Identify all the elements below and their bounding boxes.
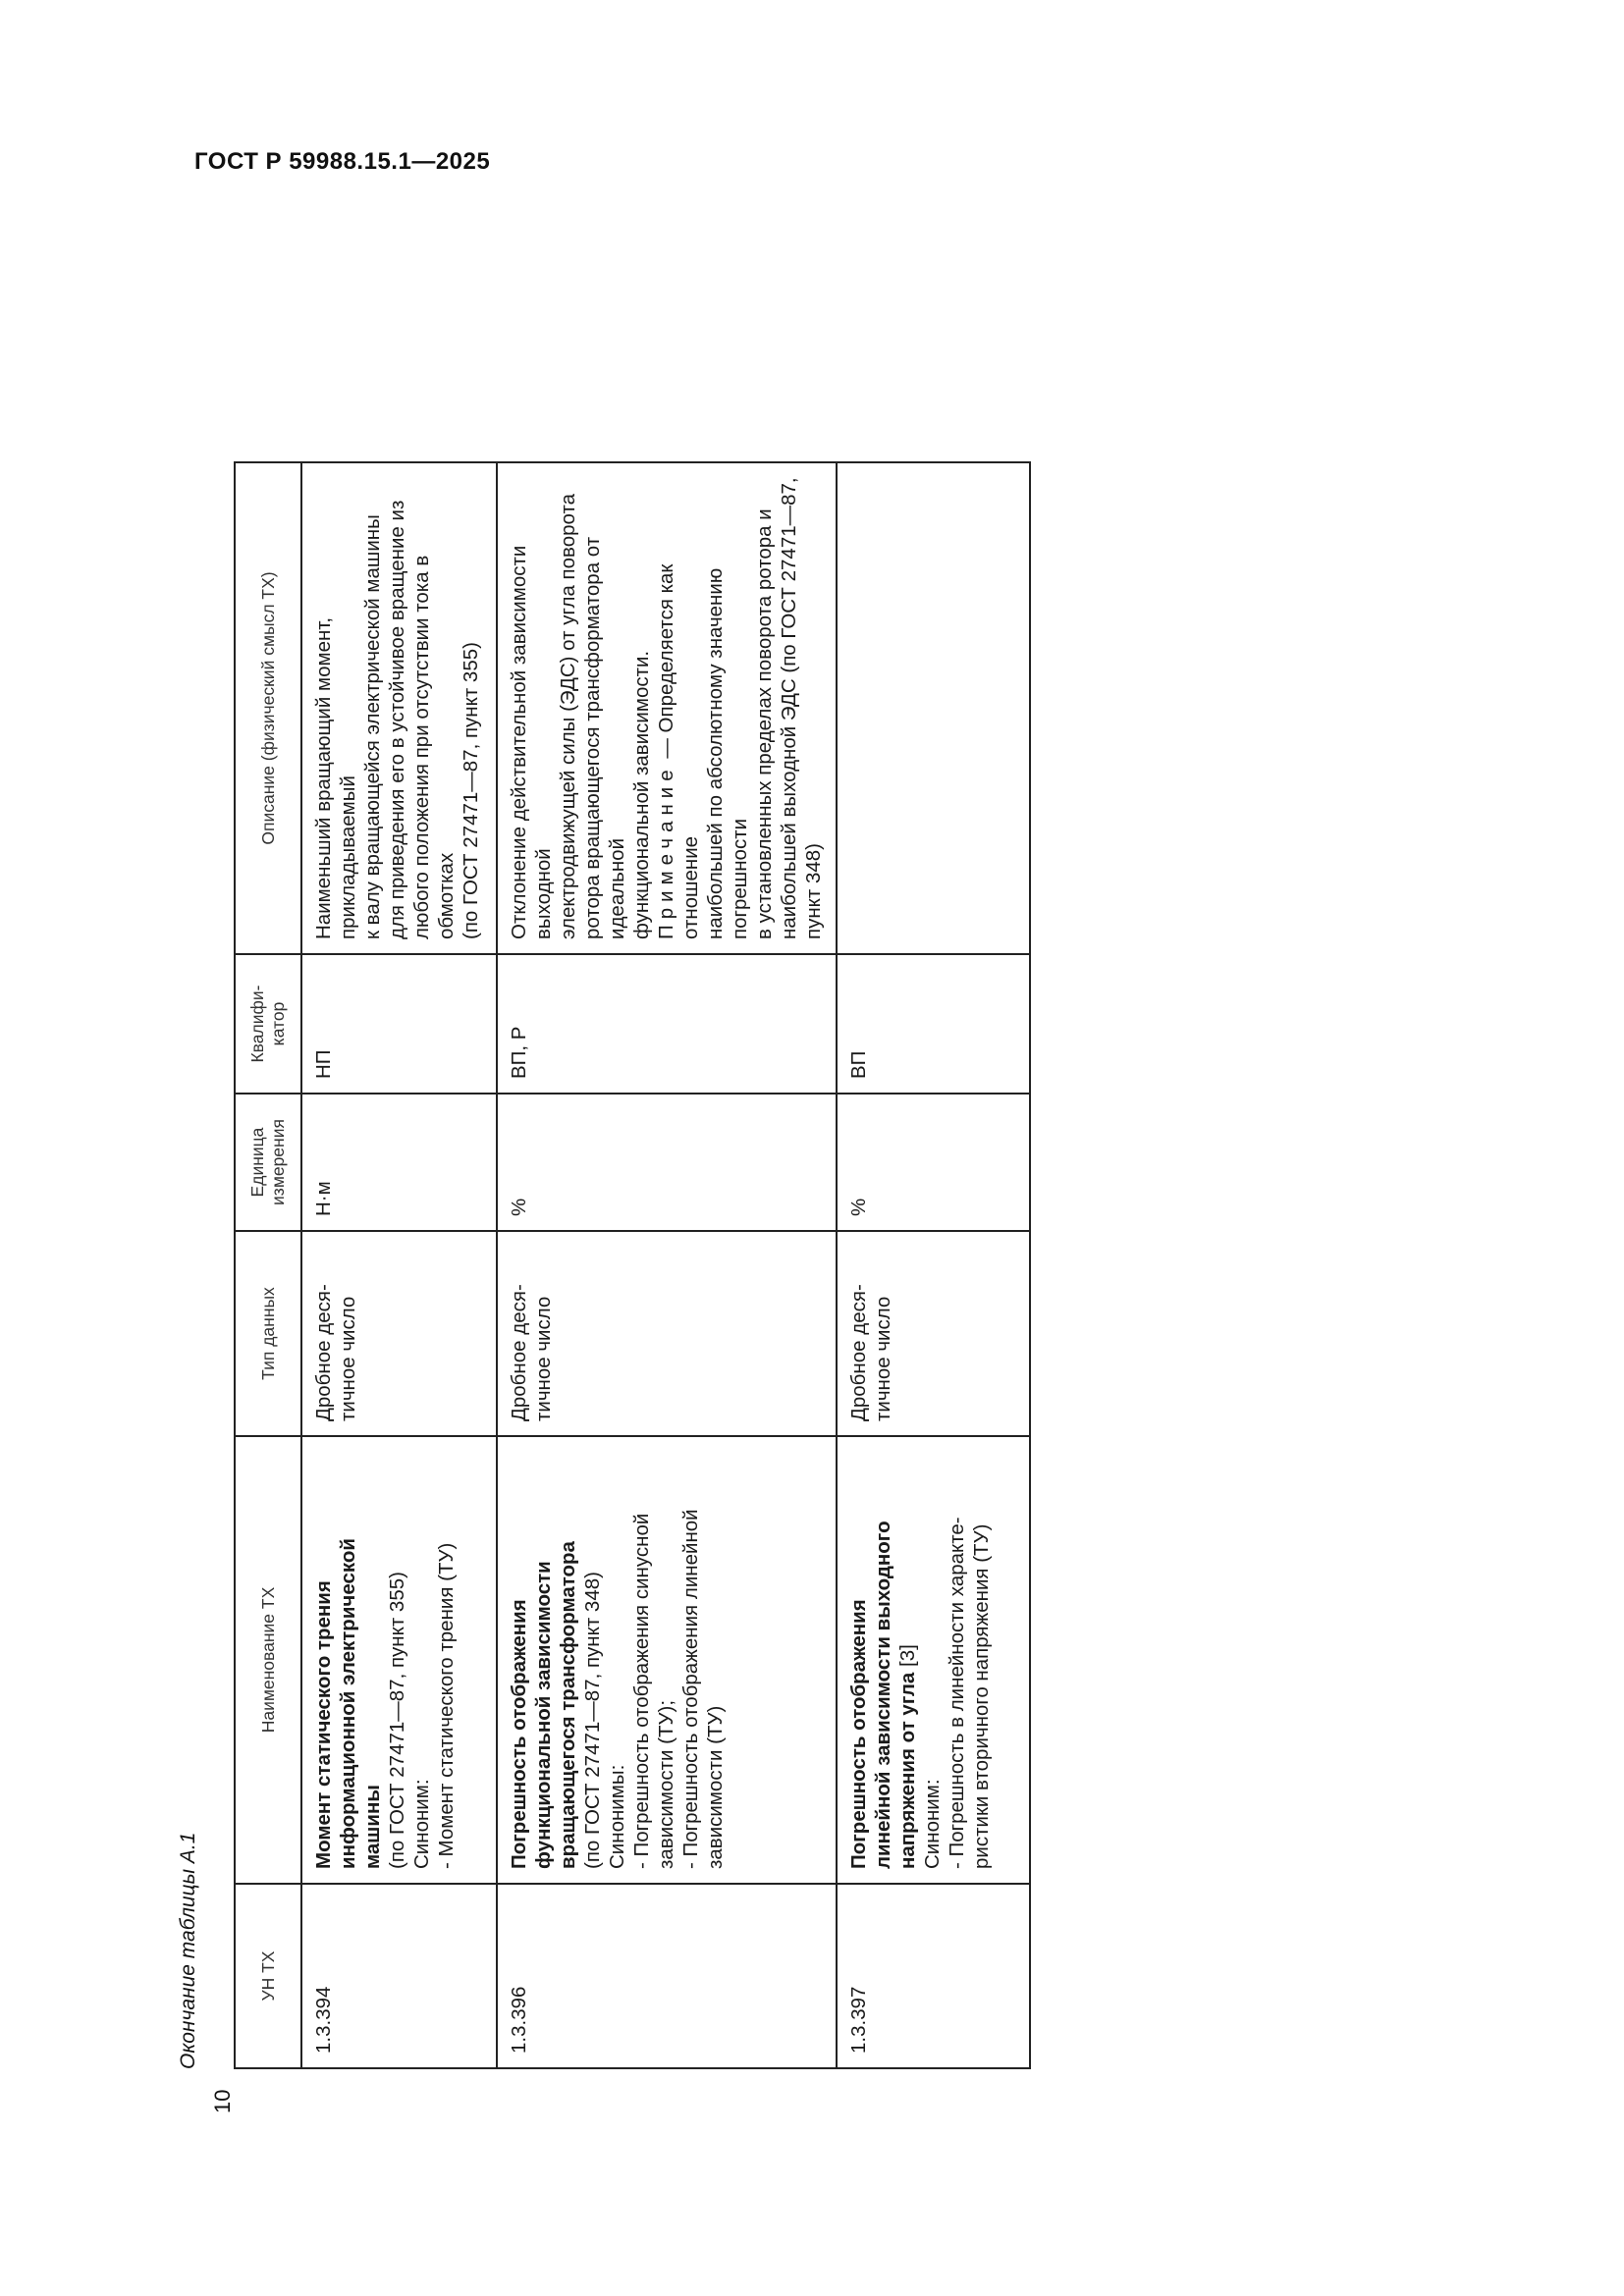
synonym-line: - Погрешность в линейности характе-: [946, 1517, 968, 1869]
cell-qualifier: НП: [301, 954, 497, 1094]
cell-unit: Н·м: [301, 1094, 497, 1231]
header-name: Наименование ТХ: [235, 1436, 301, 1884]
header-unit-line: Единица: [247, 1127, 267, 1198]
table-row: [837, 462, 1030, 2068]
type-line: Дробное деся-: [847, 1284, 870, 1421]
table-row: [497, 462, 837, 2068]
cell-type: [497, 1231, 837, 1436]
table-caption: Окончание таблицы А.1: [177, 1832, 199, 2069]
term-line: вращающегося трансформатора: [557, 1541, 579, 1869]
description-line: к валу вращающейся электрической машины: [361, 514, 384, 939]
term-line: Момент статического трения: [312, 1580, 335, 1869]
term-line: информационной электрической: [337, 1538, 359, 1869]
description-line: Отклонение действительной зависимости выходной: [508, 545, 555, 939]
cell-code: 1.3.397: [837, 1884, 1030, 2068]
synonym-line: ристики вторичного напряжения (ТУ): [970, 1523, 993, 1869]
description-line: (по ГОСТ 27471—87, пункт 355): [460, 642, 482, 939]
term-line: линейной зависимости выходного: [872, 1521, 894, 1869]
header-qualifier-line: Квалифи-: [247, 985, 267, 1063]
table-header-row: [235, 462, 301, 2068]
note-first-text: — Определяется как отношение: [655, 563, 702, 939]
type-line: Дробное деся-: [508, 1284, 530, 1421]
note-first-line: [654, 475, 703, 939]
description-line: для приведения его в устойчивое вращение из: [386, 500, 408, 939]
synonym-line: - Момент статического трения (ТУ): [435, 1542, 458, 1869]
cell-description: [837, 462, 1030, 954]
term-reference: [3]: [896, 1644, 919, 1673]
type-line: тичное число: [872, 1296, 894, 1421]
cell-code: 1.3.396: [497, 1884, 837, 2068]
header-type: Тип данных: [235, 1231, 301, 1436]
header-unit-line: измерения: [268, 1119, 288, 1205]
term-line: Погрешность отображения: [508, 1599, 530, 1869]
note-line: наибольшей выходной ЭДС (по ГОСТ 27471—87,: [778, 477, 800, 939]
synonym-label: Синоним:: [921, 1779, 944, 1869]
note-label: Примечание: [655, 764, 677, 939]
term-line: функциональной зависимости: [532, 1561, 555, 1869]
table-row: [301, 462, 497, 2068]
term-line: машины: [361, 1785, 384, 1869]
synonym-line: зависимости (ТУ): [704, 1705, 727, 1869]
description-line: ротора вращающегося трансформатора от идеальной: [581, 536, 628, 939]
header-description: Описание (физический смысл ТХ): [235, 462, 301, 954]
type-line: тичное число: [532, 1296, 555, 1421]
synonym-line: зависимости (ТУ);: [655, 1699, 677, 1869]
description-line: любого положения при отсутствии тока в обмотках: [410, 555, 458, 939]
header-qualifier: [235, 954, 301, 1094]
note-line: в установленных пределах поворота ротора и: [753, 508, 776, 939]
cell-description: [301, 462, 497, 954]
description-line: электродвижущей силы (ЭДС) от угла поворота: [557, 493, 579, 939]
type-line: Дробное деся-: [312, 1284, 335, 1421]
type-line: тичное число: [337, 1296, 359, 1421]
cell-description: [497, 462, 837, 954]
cell-code: 1.3.394: [301, 1884, 497, 2068]
page-number: 10: [210, 2089, 235, 2113]
note-line: пункт 348): [802, 843, 825, 939]
note-line: наибольшей по абсолютному значению погрешности: [704, 567, 751, 939]
cell-name: [497, 1436, 837, 1884]
cell-unit: %: [837, 1094, 1030, 1231]
description-line: Наименьший вращающий момент, прикладываемый: [312, 616, 359, 939]
term-line: Погрешность отображения: [847, 1599, 870, 1869]
header-unit: [235, 1094, 301, 1231]
header-code: УН ТХ: [235, 1884, 301, 2068]
document-code: ГОСТ Р 59988.15.1—2025: [194, 148, 491, 175]
cell-type: [301, 1231, 497, 1436]
synonym-line: - Погрешность отображения линейной: [679, 1509, 702, 1869]
header-qualifier-line: катор: [268, 1001, 288, 1046]
characteristics-table: [234, 461, 1031, 2069]
cell-name: [837, 1436, 1030, 1884]
synonym-line: - Погрешность отображения синусной: [630, 1513, 653, 1869]
cell-name: [301, 1436, 497, 1884]
term-reference: (по ГОСТ 27471—87, пункт 348): [581, 1572, 604, 1869]
cell-qualifier: ВП, Р: [497, 954, 837, 1094]
cell-qualifier: ВП: [837, 954, 1030, 1094]
cell-type: [837, 1231, 1030, 1436]
term-line-with-ref: [895, 1449, 920, 1869]
synonym-label: Синонимы:: [606, 1764, 628, 1869]
cell-unit: %: [497, 1094, 837, 1231]
synonym-label: Синоним:: [410, 1779, 433, 1869]
term-reference: (по ГОСТ 27471—87, пункт 355): [386, 1572, 408, 1869]
description-line: функциональной зависимости.: [630, 650, 653, 939]
term-line: напряжения от угла: [896, 1672, 919, 1869]
